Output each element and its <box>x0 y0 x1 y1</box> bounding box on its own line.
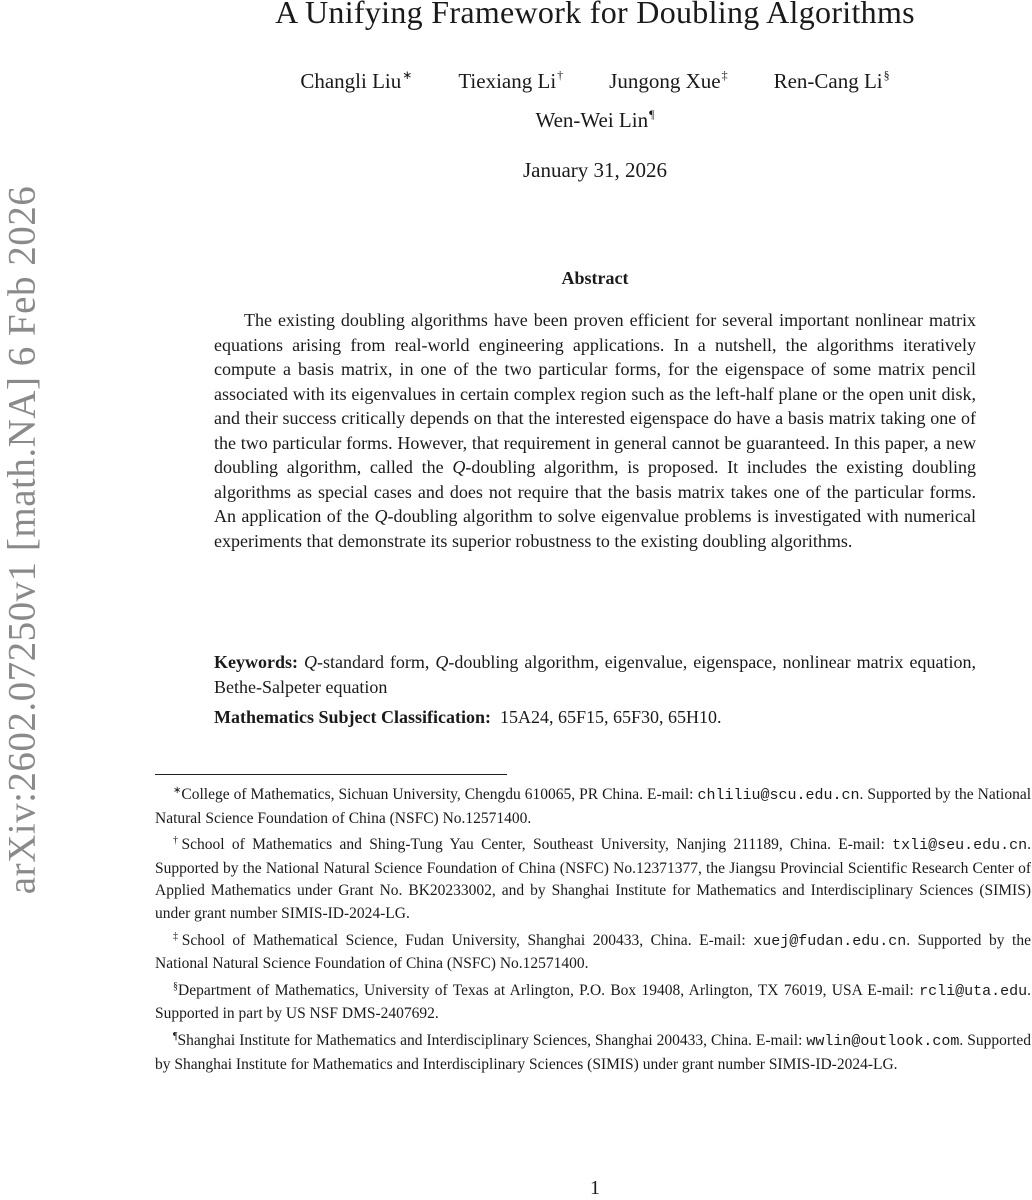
keywords-label: Keywords: <box>214 652 298 672</box>
email-link[interactable]: rcli@uta.edu <box>919 982 1028 1000</box>
footnote: ¶Shanghai Institute for Mathematics and Interdisciplinary Sciences, Shanghai 200433, China. E-mail: wwlin@outlook.com. Supported by Shanghai Institute for Mathematics and Interdisciplinary Sciences (SIMIS) under grant number SIMIS-ID-2024-LG. <box>155 1030 1032 1073</box>
author: Wen-Wei Lin¶ <box>535 107 655 132</box>
msc-label: Mathematics Subject Classification: <box>214 707 491 727</box>
author: Jungong Xue‡ <box>609 68 728 93</box>
email-link[interactable]: chliliu@scu.edu.cn <box>697 787 860 804</box>
abstract-text: The existing doubling algorithms have been proven efficient for several important nonlinear matrix equations arising from real-world engineering applications. In a nutshell, the algorithms iteratively compute a basis matrix, in one of the two particular forms, for the eigenspace of some matrix pencil associated with its eigenvalues in certain complex region such as the left-half plane or the open unit disk, and their success critically depends on that the interested eigenspace do have a basis matrix taking one of the two particular forms. However, that requirement in general cannot be guaranteed. In this paper, a new doubling algorithm, called the Q-doubling algorithm, is proposed. It includes the existing doubling algorithms as special cases and does not require that the basis matrix takes one of the particular forms. An application of the Q-doubling algorithm to solve eigenvalue problems is investigated with numerical experiments that demonstrate its superior robustness to the existing doubling algorithms. <box>214 310 977 551</box>
email-link[interactable]: txli@seu.edu.cn <box>892 837 1028 855</box>
author-list <box>0 68 1032 94</box>
footnote: †School of Mathematics and Shing-Tung Yau Center, Southeast University, Nanjing 211189, China. E-mail: txli@seu.edu.cn. Supported by the National Natural Science Foundation of China (NSFC) No.12371377, the Jiangsu Provincial Scientific Research Center of Applied Mathematics under Grant No. BK20233002, and by Shanghai Institute for Mathematics and Interdisciplinary Sciences (SIMIS) under grant number SIMIS-ID-2024-LG. <box>155 835 1032 922</box>
page-number: 1 <box>590 1177 600 1199</box>
arxiv-watermark: arXiv:2602.07250v1 [math.NA] 6 Feb 2026 <box>0 185 44 895</box>
paper-title: A Unifying Framework for Doubling Algorithms <box>275 0 915 30</box>
footnote-rule <box>155 774 507 775</box>
author: Ren-Cang Li§ <box>773 68 890 93</box>
email-link[interactable]: xuej@fudan.edu.cn <box>753 932 907 950</box>
email-link[interactable]: wwlin@outlook.com <box>806 1032 960 1050</box>
footnote: ∗College of Mathematics, Sichuan University, Chengdu 610065, PR China. E-mail: chliliu@scu.edu.cn. Supported by the National Natural Science Foundation of China (NSFC) No.12571400. <box>155 785 1032 827</box>
paper-date: January 31, 2026 <box>522 158 668 182</box>
abstract-heading: Abstract <box>561 268 629 288</box>
author: Tiexiang Li† <box>458 68 564 93</box>
footnote: §Department of Mathematics, University of Texas at Arlington, P.O. Box 19408, Arlington, TX 76019, USA E-mail: rcli@uta.edu. Supported in part by US NSF DMS-2407692. <box>155 980 1031 1023</box>
footnote: ‡School of Mathematical Science, Fudan University, Shanghai 200433, China. E-mail: xuej@fudan.edu.cn. Supported by the National Natural Science Foundation of China (NSFC) No.12571400. <box>155 930 1031 973</box>
footnotes <box>155 780 1031 1076</box>
msc-classification: Mathematics Subject Classification: 15A24, 65F15, 65F30, 65H10. <box>214 707 722 727</box>
author: Changli Liu∗ <box>300 68 413 93</box>
keywords: Keywords: Q-standard form, Q-doubling algorithm, eigenvalue, eigenspace, nonlinear matrix equation, Bethe-Salpeter equation <box>214 652 977 697</box>
